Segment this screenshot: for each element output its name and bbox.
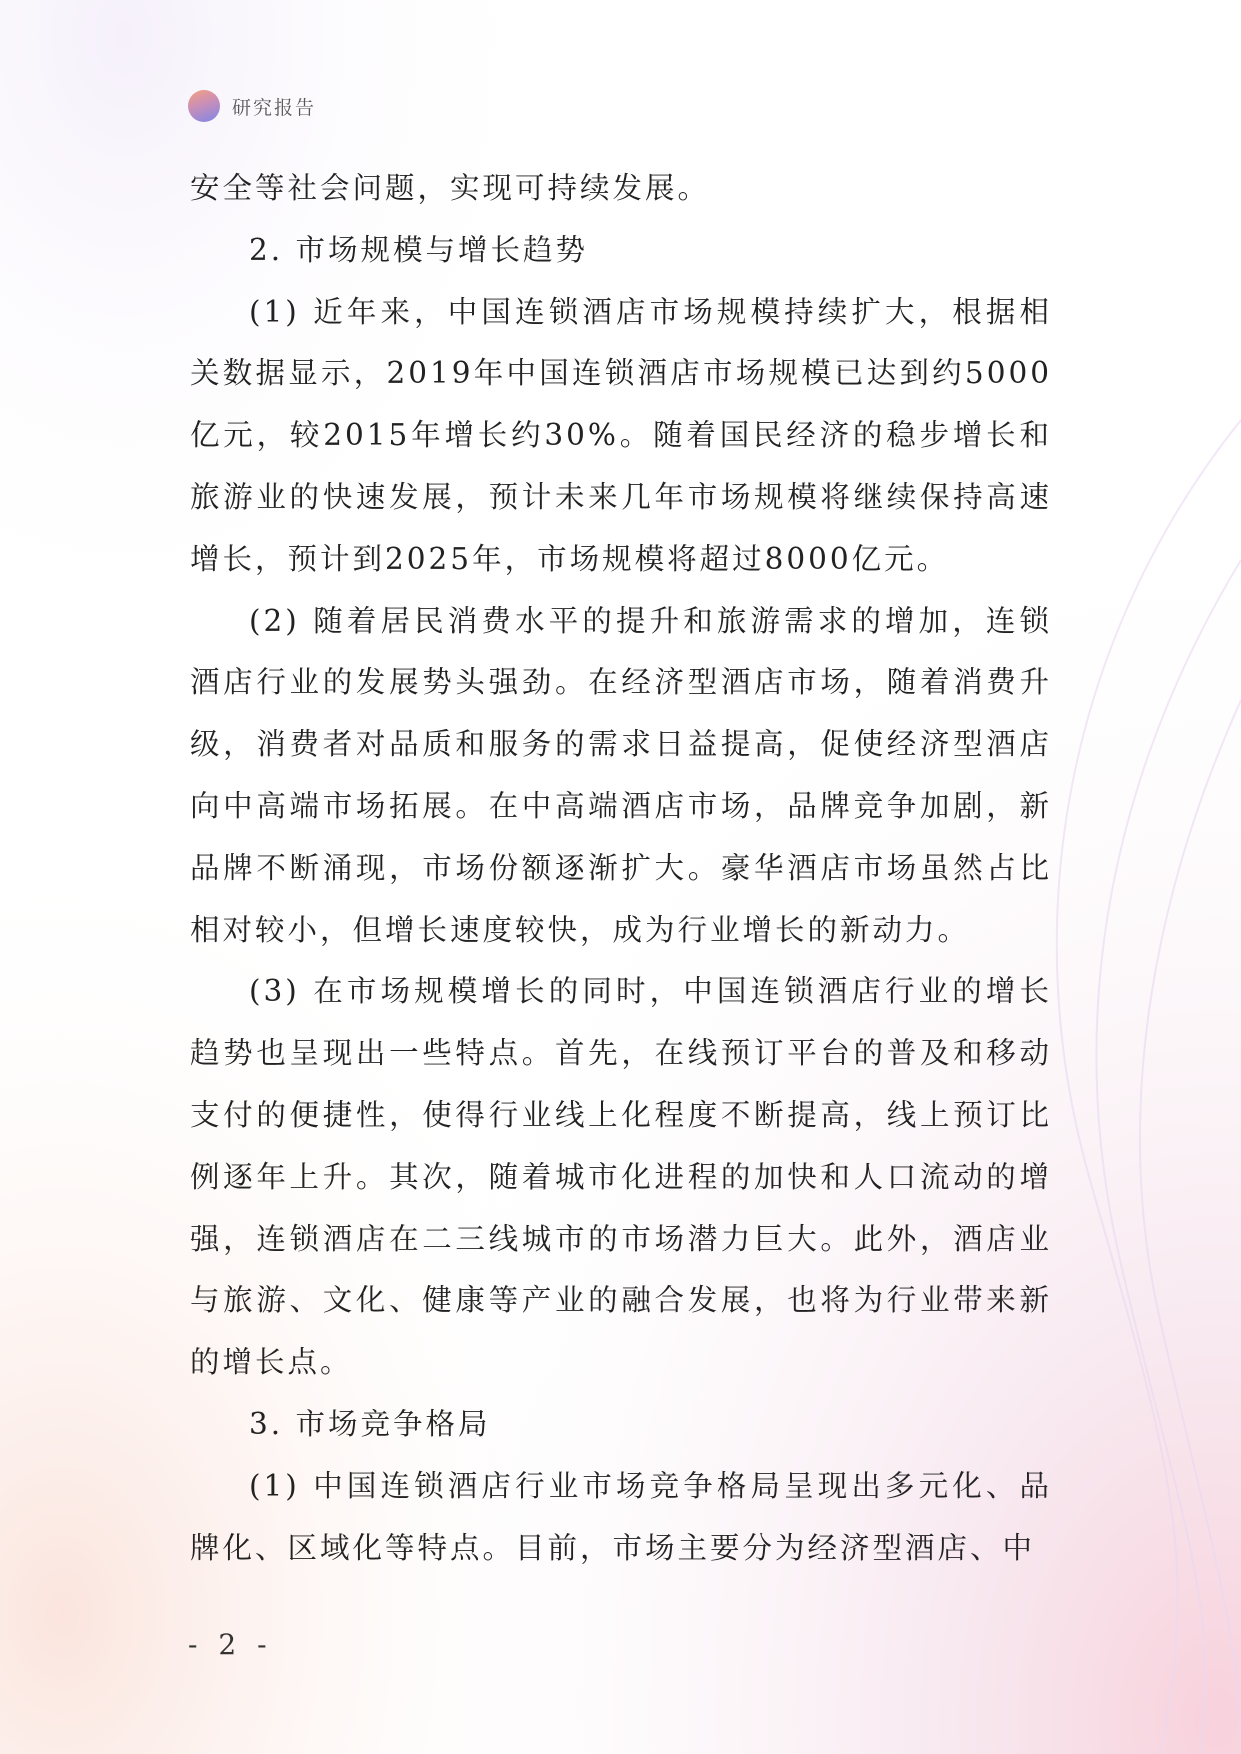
paragraph-market-size-1: (1) 近年来，中国连锁酒店市场规模持续扩大，根据相关数据显示，2019年中国连锁酒店市场规模已达到约5000亿元，较2015年增长约30%。随着国民经济的稳步增长和旅游业的快速发展，预计未来几年市场规模将继续保持高速增长，预计到2025年，市场规模将超过8000亿元。 [190, 294, 1052, 576]
gradient-circle-logo-icon [188, 90, 220, 122]
paragraph-continuation: 安全等社会问题，实现可持续发展。 [190, 171, 711, 205]
section-heading-market-size: 2. 市场规模与增长趋势 [249, 232, 589, 267]
paragraph-market-size-3: (3) 在市场规模增长的同时，中国连锁酒店行业的增长趋势也呈现出一些特点。首先，在线预订平台的普及和移动支付的便捷性，使得行业线上化程度不断提高，线上预订比例逐年上升。其次，随着城市化进程的加快和人口流动的增强，连锁酒店在二三线城市的市场潜力巨大。此外，酒店业与旅游、文化、健康等产业的融合发展，也将为行业带来新的增长点。 [190, 974, 1052, 1380]
document-body [190, 158, 1052, 1579]
paragraph-market-size-2: (2) 随着居民消费水平的提升和旅游需求的增加，连锁酒店行业的发展势头强劲。在经济型酒店市场，随着消费升级，消费者对品质和服务的需求日益提高，促使经济型酒店向中高端市场拓展。在中高端酒店市场，品牌竞争加剧，新品牌不断涌现，市场份额逐渐扩大。豪华酒店市场虽然占比相对较小，但增长速度较快，成为行业增长的新动力。 [190, 603, 1052, 947]
header-title: 研究报告 [232, 96, 317, 119]
page-header [188, 89, 316, 123]
page-number: - 2 - [188, 1628, 273, 1661]
section-heading-competition: 3. 市场竞争格局 [249, 1406, 491, 1441]
paragraph-competition-1: (1) 中国连锁酒店行业市场竞争格局呈现出多元化、品牌化、区域化等特点。目前，市场主要分为经济型酒店、中 [190, 1468, 1052, 1565]
